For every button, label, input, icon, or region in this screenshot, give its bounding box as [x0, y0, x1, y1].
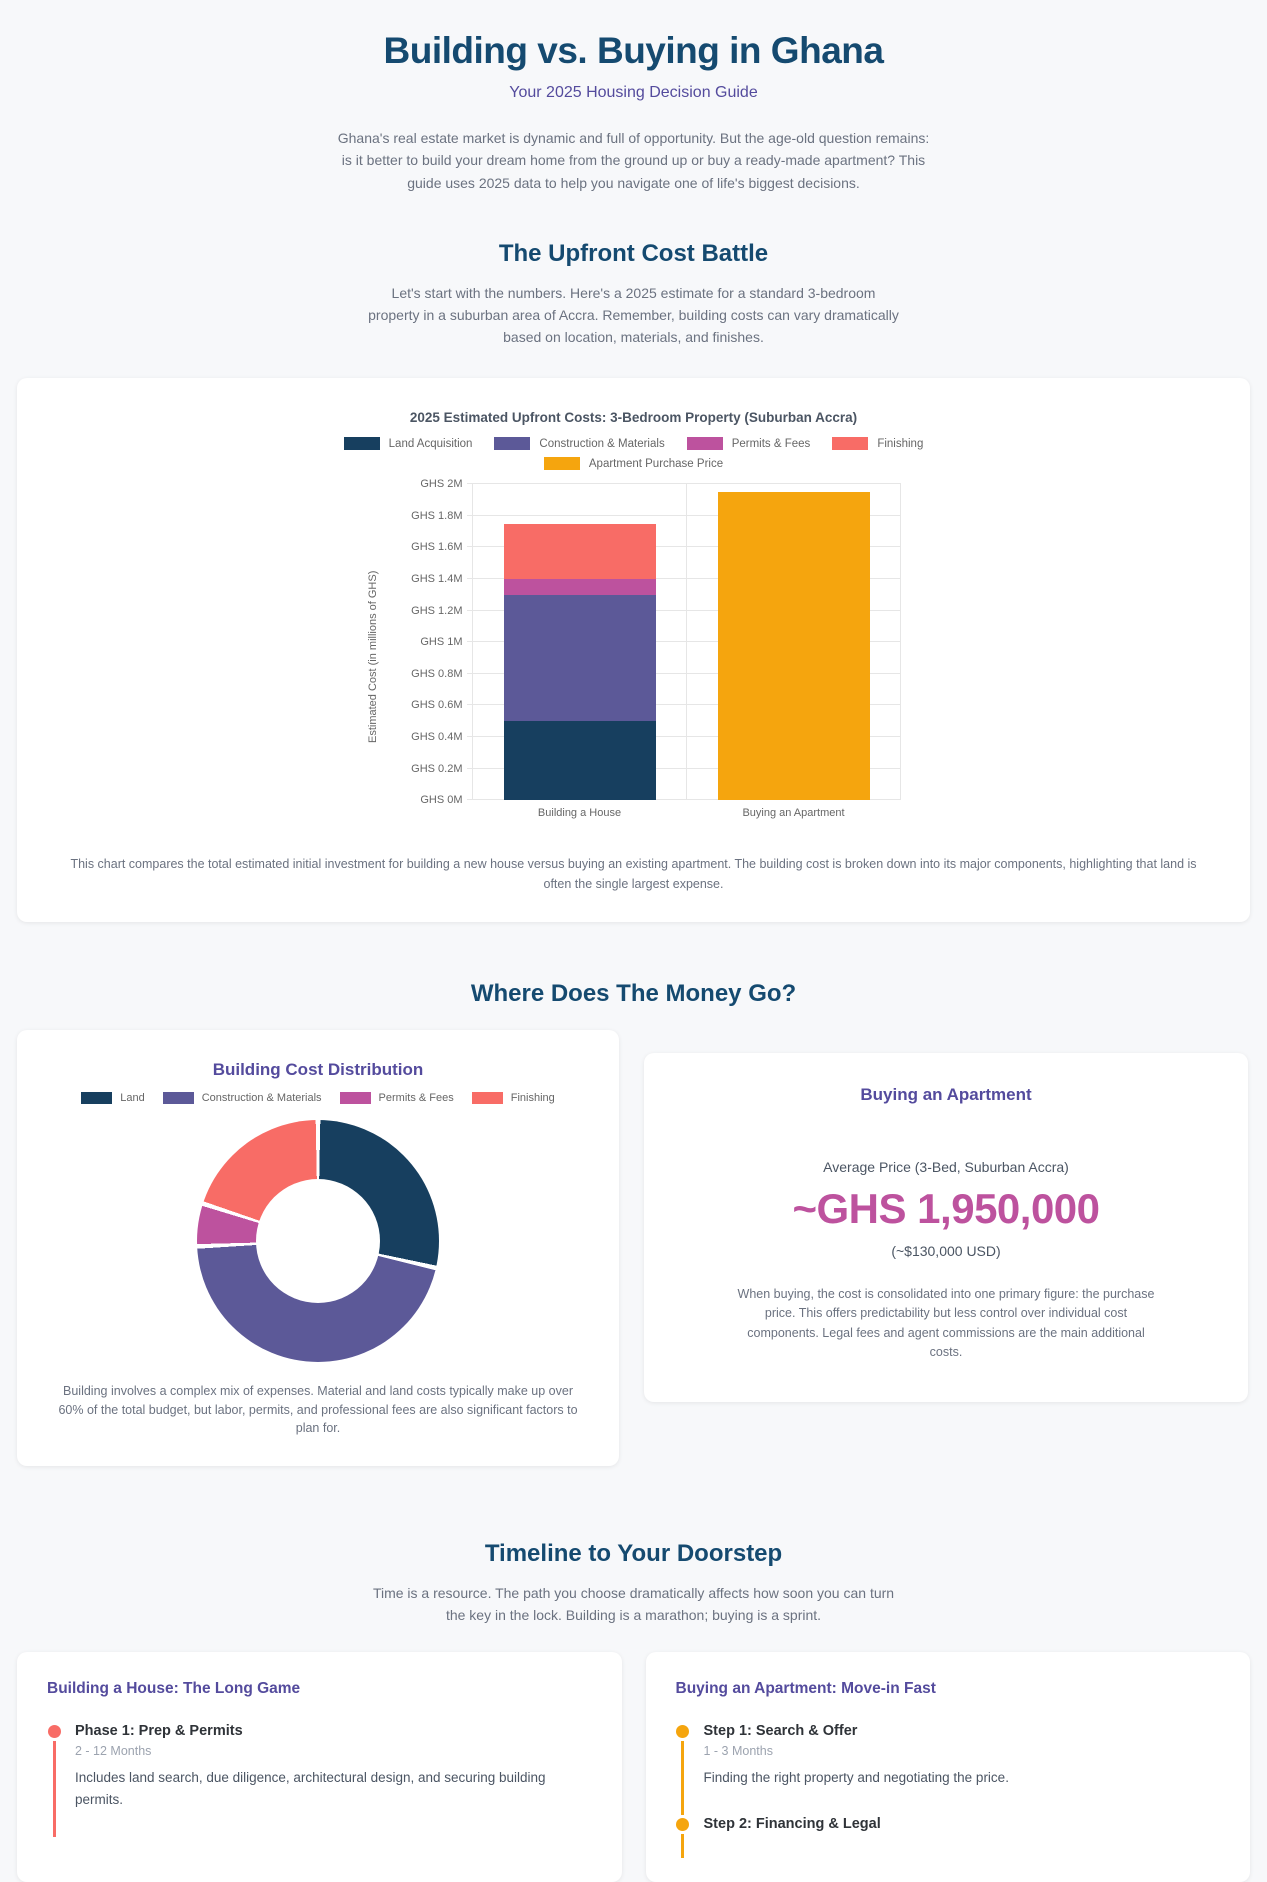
legend-item[interactable] — [832, 437, 923, 450]
average-price-value: ~GHS 1,950,000 — [792, 1184, 1100, 1232]
legend-swatch — [163, 1092, 194, 1104]
legend-item[interactable] — [687, 437, 811, 450]
y-axis-tick-label: GHS 0.4M — [411, 731, 463, 744]
legend-row — [37, 437, 1230, 450]
timeline-item — [676, 1722, 1221, 1815]
gridline — [467, 483, 901, 484]
timeline-connector-line — [681, 1741, 684, 1815]
timeline-item-duration: 2 - 12 Months — [75, 1743, 152, 1758]
donut-chart-caption: Building involves a complex mix of expenses. Material and land costs typically make up over 60% of the total budget, but labor, permits, and professional fees are also significant factors to plan for. — [58, 1383, 578, 1436]
legend-label: Construction & Materials — [201, 1091, 322, 1104]
x-axis-labels — [473, 807, 901, 829]
y-axis-tick-label: GHS 2M — [420, 478, 463, 491]
legend-label: Construction & Materials — [539, 437, 665, 450]
timeline-item-description: Finding the right property and negotiating the price. — [703, 1769, 1009, 1785]
bar-segment[interactable] — [718, 492, 870, 800]
page-title: Building vs. Buying in Ghana — [383, 30, 884, 71]
bar-buying-apartment[interactable] — [718, 492, 870, 800]
timeline-cards-row — [17, 1652, 1250, 1882]
legend-label: Apartment Purchase Price — [588, 457, 724, 470]
page-intro: Ghana's real estate market is dynamic and full of opportunity. But the age-old question remains: is it better to build your dream home from the ground up or buy a ready-made apartment? This guide uses 2025 data to help you navigate one of life's biggest decisions. — [337, 130, 930, 191]
timeline-rail — [676, 1722, 690, 1815]
legend-swatch — [340, 1092, 371, 1104]
bar-chart — [37, 478, 1230, 829]
page-header — [0, 0, 1267, 194]
gridline — [900, 484, 901, 800]
legend-label: Permits & Fees — [731, 437, 811, 450]
bar-segment[interactable] — [504, 524, 656, 579]
y-axis-tick-label: GHS 0.6M — [411, 699, 463, 712]
apartment-card-title: Buying an Apartment — [860, 1084, 1032, 1104]
y-axis-tick-label: GHS 1M — [420, 636, 463, 649]
legend-row — [37, 457, 1230, 470]
bar-segment[interactable] — [504, 579, 656, 595]
legend-item[interactable] — [494, 437, 664, 450]
donut-hole — [256, 1179, 380, 1303]
timeline-item — [676, 1815, 1221, 1858]
timeline-dot — [48, 1725, 61, 1738]
x-axis-category-label: Buying an Apartment — [742, 807, 845, 820]
page-subtitle: Your 2025 Housing Decision Guide — [509, 84, 758, 101]
legend-label: Land — [120, 1091, 145, 1104]
y-axis-tick-label: GHS 0M — [420, 794, 463, 807]
y-axis-tick-label: GHS 1.2M — [411, 604, 463, 617]
money-cards-row — [17, 1030, 1250, 1466]
timeline-item-content — [704, 1815, 1221, 1858]
timeline-connector-line — [53, 1741, 56, 1838]
legend-item[interactable] — [472, 1092, 555, 1104]
timeline-item-title: Step 1: Search & Offer — [703, 1722, 858, 1739]
apartment-card-body: When buying, the cost is consolidated into one primary figure: the purchase price. This offers predictability but less control over individual cost components. Legal fees and agent commissions are the main additional costs. — [737, 1286, 1155, 1360]
bar-chart-caption: This chart compares the total estimated initial investment for building a new house versus buying an existing apartment. The building cost is broken down into its major components, highlighting that land is often the single largest expense. — [70, 857, 1197, 891]
bar-chart-legend — [37, 437, 1230, 470]
y-axis-title: Estimated Cost (in millions of GHS) — [366, 570, 379, 743]
legend-swatch — [494, 437, 530, 450]
legend-label: Finishing — [510, 1091, 555, 1104]
legend-item[interactable] — [544, 457, 723, 470]
donut-chart-legend — [47, 1092, 589, 1104]
upfront-heading: The Upfront Cost Battle — [498, 240, 769, 268]
timeline-item — [47, 1722, 592, 1838]
legend-label: Land Acquisition — [388, 437, 473, 450]
timeline-section — [0, 1540, 1267, 1626]
bar-chart-plot-area[interactable] — [411, 478, 901, 807]
y-axis-tick-label: GHS 0.8M — [411, 667, 463, 680]
legend-swatch — [544, 457, 580, 470]
legend-item[interactable] — [344, 437, 473, 450]
timeline-item-title: Phase 1: Prep & Permits — [75, 1722, 243, 1739]
timeline-item-content — [704, 1722, 1221, 1815]
buying-timeline-card — [646, 1652, 1251, 1882]
money-section — [0, 980, 1267, 1008]
money-heading: Where Does The Money Go? — [470, 979, 797, 1007]
bar-segment[interactable] — [504, 595, 656, 721]
timeline-rail — [47, 1722, 61, 1838]
usd-equivalent: (~$130,000 USD) — [891, 1242, 1001, 1259]
bar-building-house[interactable] — [504, 524, 656, 800]
legend-item[interactable] — [340, 1092, 454, 1104]
legend-label: Permits & Fees — [378, 1091, 454, 1104]
legend-swatch — [832, 437, 868, 450]
building-timeline-title: Building a House: The Long Game — [47, 1679, 301, 1697]
timeline-item-description: Includes land search, due diligence, architectural design, and securing building permits. — [75, 1769, 546, 1807]
upfront-section — [0, 240, 1267, 348]
timeline-item-title: Step 2: Financing & Legal — [703, 1815, 881, 1832]
donut-chart-title: Building Cost Distribution — [212, 1059, 424, 1079]
y-axis-tick-label: GHS 1.8M — [411, 509, 463, 522]
upfront-body: Let's start with the numbers. Here's a 2025 estimate for a standard 3-bedroom property in a suburban area of Accra. Remember, building costs can vary dramatically based on location, materials, and finishes. — [368, 285, 899, 345]
timeline-item-content — [75, 1722, 592, 1838]
average-price-label: Average Price (3-Bed, Suburban Accra) — [823, 1158, 1069, 1175]
legend-item[interactable] — [163, 1092, 322, 1104]
timeline-body: Time is a resource. The path you choose dramatically affects how soon you can turn the key in the lock. Building is a marathon; buying is a sprint. — [372, 1585, 895, 1623]
y-axis-tick-label: GHS 0.2M — [411, 762, 463, 775]
building-timeline-card — [17, 1652, 622, 1882]
x-axis-category-label: Building a House — [537, 807, 622, 820]
gridline — [686, 484, 687, 800]
timeline-dot — [676, 1725, 689, 1738]
buying-timeline-title: Buying an Apartment: Move-in Fast — [675, 1679, 936, 1697]
gridline — [472, 484, 473, 800]
donut-chart[interactable] — [197, 1120, 439, 1362]
legend-label: Finishing — [877, 437, 924, 450]
legend-swatch — [81, 1092, 112, 1104]
y-axis-tick-label: GHS 1.4M — [411, 573, 463, 586]
upfront-cost-chart-card — [17, 378, 1250, 922]
timeline-dot — [676, 1818, 689, 1831]
legend-swatch — [687, 437, 723, 450]
y-axis-tick-label: GHS 1.6M — [411, 541, 463, 554]
timeline-item-duration: 1 - 3 Months — [703, 1743, 773, 1758]
legend-swatch — [344, 437, 380, 450]
legend-swatch — [472, 1092, 503, 1104]
legend-item[interactable] — [81, 1092, 144, 1104]
timeline-connector-line — [681, 1834, 684, 1858]
timeline-heading: Timeline to Your Doorstep — [484, 1540, 783, 1568]
bar-segment[interactable] — [504, 721, 656, 800]
timeline-rail — [676, 1815, 690, 1858]
bar-chart-title: 2025 Estimated Upfront Costs: 3-Bedroom Property (Suburban Accra) — [409, 410, 858, 426]
buying-apartment-card — [644, 1053, 1248, 1403]
building-cost-distribution-card — [17, 1030, 619, 1466]
legend-row — [47, 1092, 589, 1104]
